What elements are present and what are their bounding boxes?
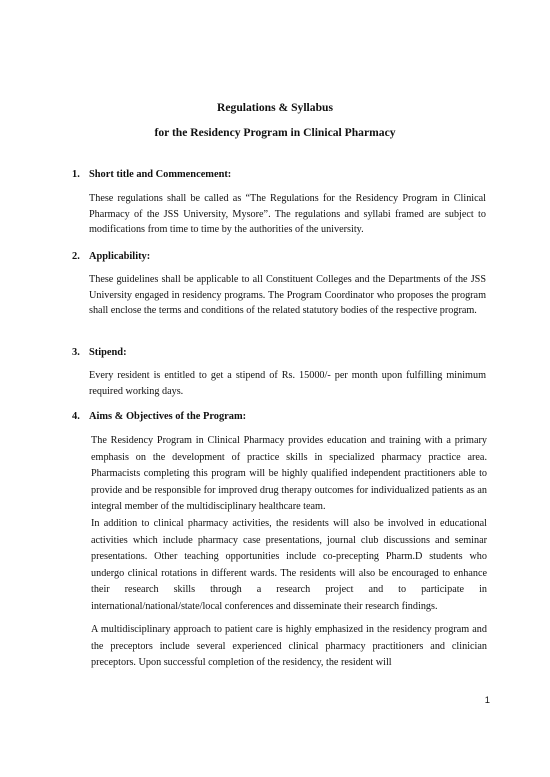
document-title: Regulations & Syllabus	[217, 101, 333, 114]
section-heading-text: Aims & Objectives of the Program:	[89, 411, 247, 422]
paragraph-aims-3: A multidisciplinary approach to patient care is highly emphasized in the residency program and the preceptors include several experienced clinical pharmacy practitioners and clinician preceptors. Upon successful completion of the residency, the resident will	[91, 624, 487, 669]
section-heading-text: Short title and Commencement:	[89, 169, 232, 180]
section-heading-text: Applicability:	[89, 251, 151, 262]
section-heading-text: Stipend:	[89, 347, 127, 358]
section-heading-applicability	[72, 250, 150, 263]
document-subtitle: for the Residency Program in Clinical Pharmacy	[154, 126, 396, 139]
section-heading-short-title	[72, 168, 231, 181]
section-heading-stipend	[72, 346, 127, 359]
paragraph-stipend: Every resident is entitled to get a stipend of Rs. 15000/- per month upon fulfilling minimum required working days.	[89, 370, 486, 397]
section-number: 4.	[72, 411, 80, 422]
section-heading-aims-objectives	[72, 410, 246, 423]
paragraph-aims-1: The Residency Program in Clinical Pharmacy provides education and training with a primary emphasis on the development of practice skills in specialized pharmacy practice area. Pharmacists completing this program will be highly qualified independent practitioners able to provide and be responsible for improved drug therapy outcomes for individualized patients as an integral member of the multidisciplinary healthcare team.	[91, 435, 487, 513]
paragraph-short-title: These regulations shall be called as “The Regulations for the Residency Program in Clinical Pharmacy of the JSS University, Mysore”. The regulations and syllabi framed are subject to modifications from time to time by the authorities of the university.	[89, 193, 486, 236]
section-number: 2.	[72, 251, 80, 262]
section-number: 1.	[72, 169, 80, 180]
page-number: 1	[484, 694, 490, 705]
paragraph-applicability: These guidelines shall be applicable to all Constituent Colleges and the Departments of the JSS University engaged in residency programs. The Program Coordinator who proposes the program shall enclose the terms and conditions of the related statutory bodies of the respective program.	[89, 274, 486, 317]
paragraph-aims-2: In addition to clinical pharmacy activities, the residents will also be involved in educational activities which include pharmacy case presentations, journal club discussions and seminar presentations. Other teaching opportunities include co-precepting Pharm.D students who undergo clinical rotations in different wards. The residents will also be encouraged to enhance their research skills through a research project and to participate in international/national/state/local conferences and disseminate their research findings.	[91, 518, 487, 612]
section-number: 3.	[72, 347, 80, 358]
